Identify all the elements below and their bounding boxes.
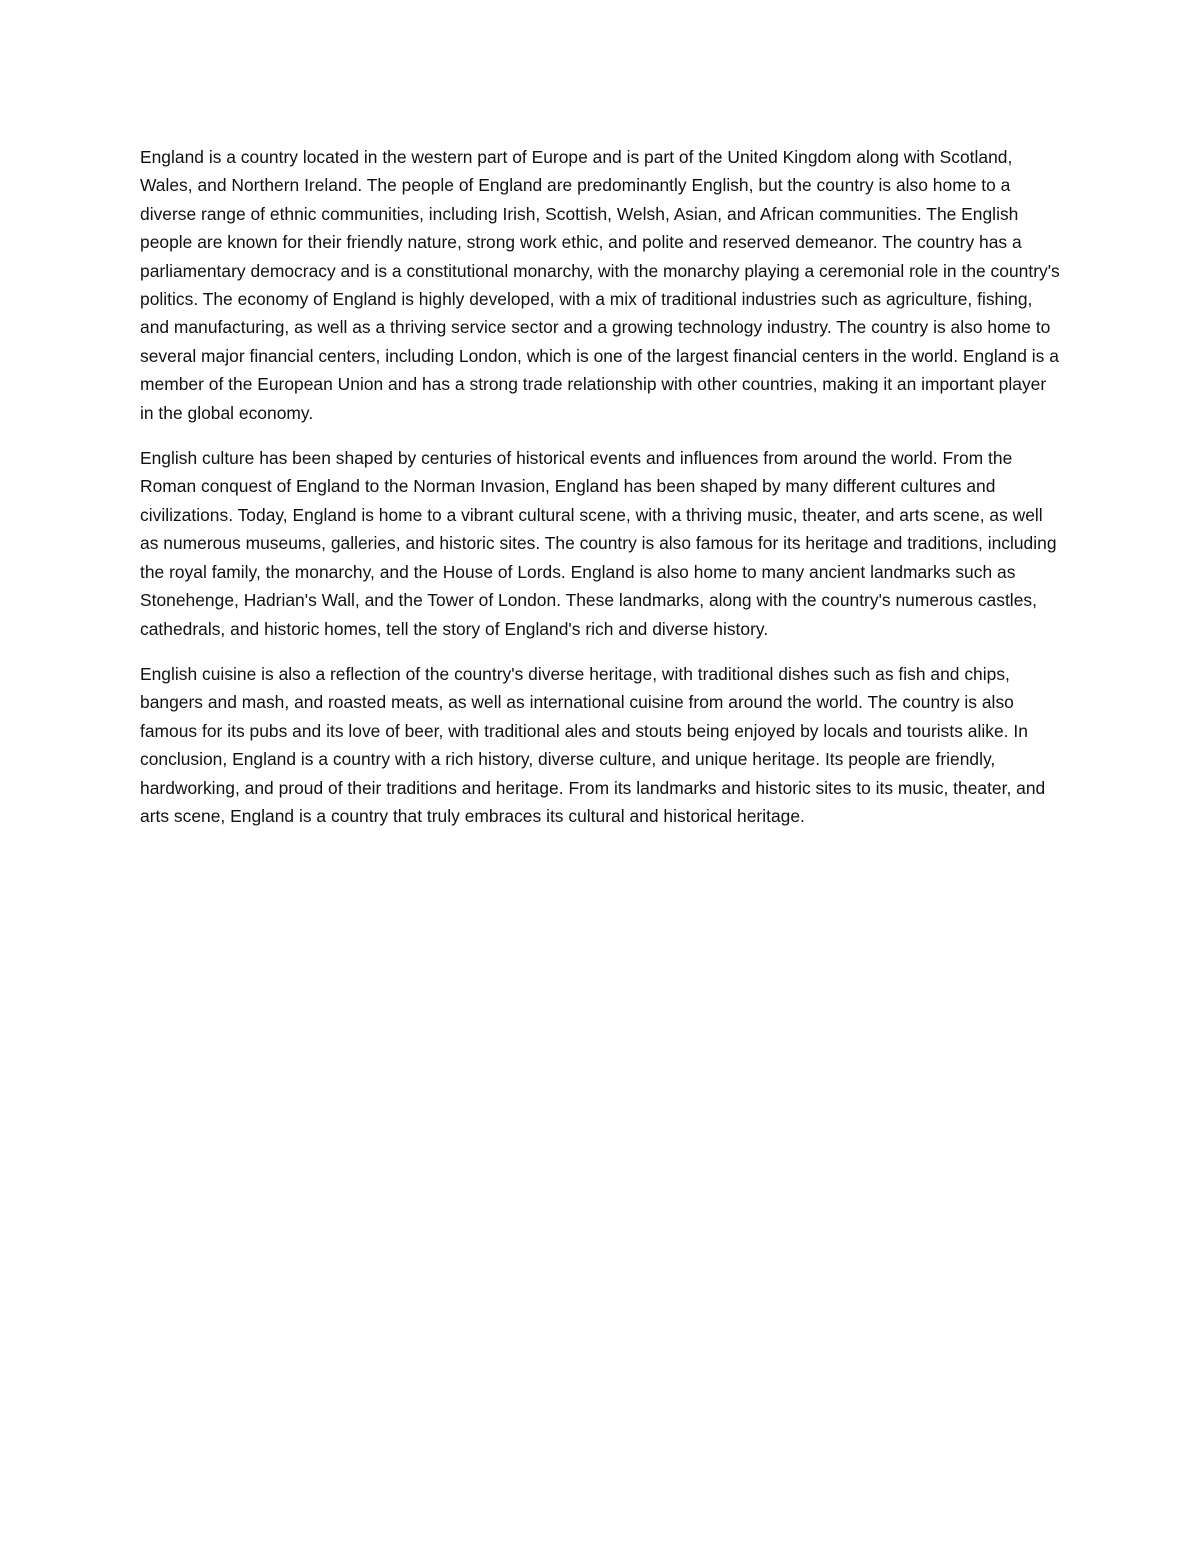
paragraph-culture: English culture has been shaped by centuries of historical events and influences from around the world. From the Roman conquest of England to the Norman Invasion, England has been shaped by many different cultures and civilizations. Today, England is home to a vibrant cultural scene, with a thriving music, theater, and arts scene, as well as numerous museums, galleries, and historic sites. The country is also famous for its heritage and traditions, including the royal family, the monarchy, and the House of Lords. England is also home to many ancient landmarks such as Stonehenge, Hadrian's Wall, and the Tower of London. These landmarks, along with the country's numerous castles, cathedrals, and historic homes, tell the story of England's rich and diverse history. (140, 448, 1057, 639)
document-body (140, 143, 1062, 830)
paragraph-overview: England is a country located in the western part of Europe and is part of the United Kingdom along with Scotland, Wales, and Northern Ireland. The people of England are predominantly English, but the country is also home to a diverse range of ethnic communities, including Irish, Scottish, Welsh, Asian, and African communities. The English people are known for their friendly nature, strong work ethic, and polite and reserved demeanor. The country has a parliamentary democracy and is a constitutional monarchy, with the monarchy playing a ceremonial role in the country's politics. The economy of England is highly developed, with a mix of traditional industries such as agriculture, fishing, and manufacturing, as well as a thriving service sector and a growing technology industry. The country is also home to several major financial centers, including London, which is one of the largest financial centers in the world. England is a member of the European Union and has a strong trade relationship with other countries, making it an important player in the global economy. (140, 147, 1060, 423)
paragraph-cuisine: English cuisine is also a reflection of the country's diverse heritage, with traditional dishes such as fish and chips, bangers and mash, and roasted meats, as well as international cuisine from around the world. The country is also famous for its pubs and its love of beer, with traditional ales and stouts being enjoyed by locals and tourists alike. In conclusion, England is a country with a rich history, diverse culture, and unique heritage. Its people are friendly, hardworking, and proud of their traditions and heritage. From its landmarks and historic sites to its music, theater, and arts scene, England is a country that truly embraces its cultural and historical heritage. (140, 663, 1046, 826)
